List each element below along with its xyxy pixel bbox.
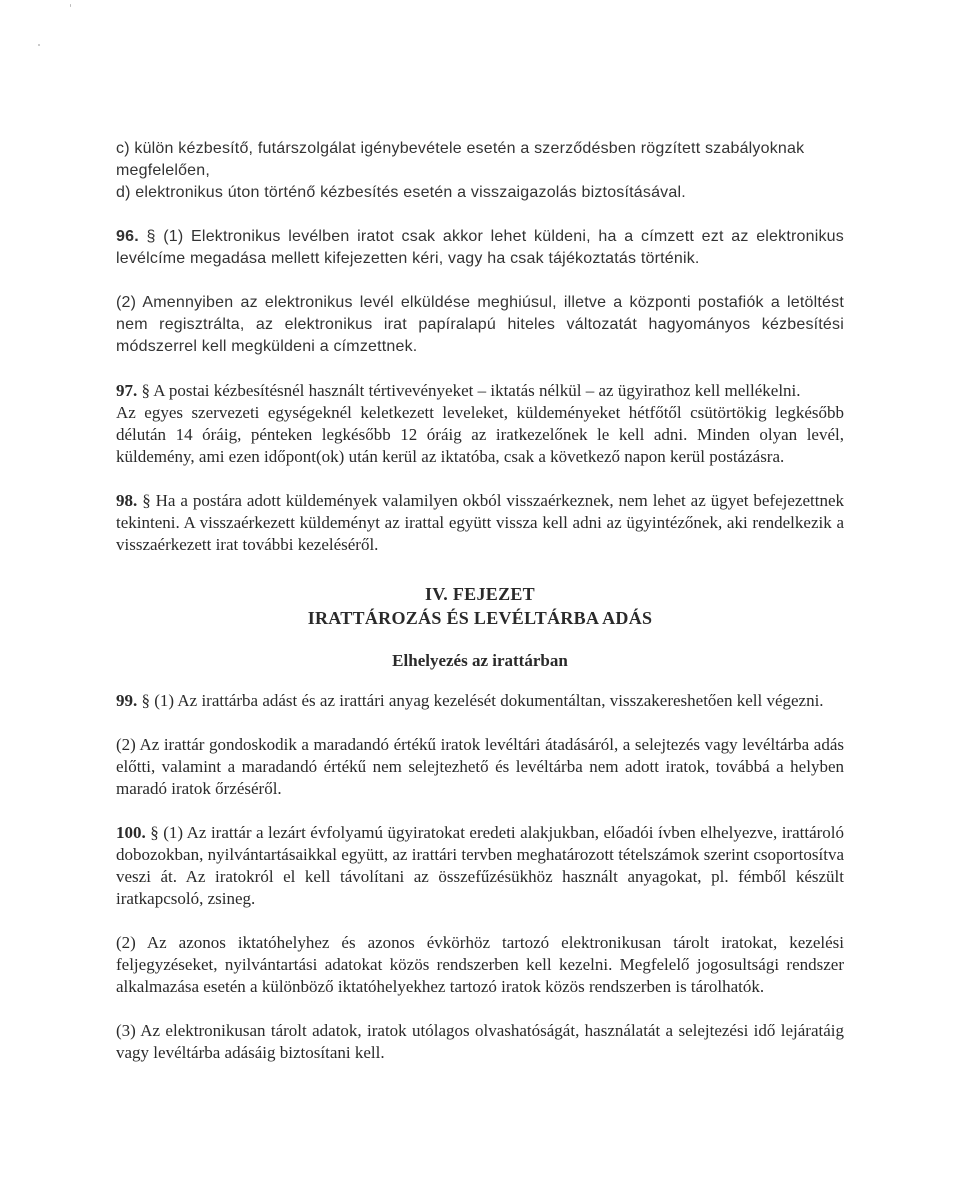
section-99-number: 99. bbox=[116, 691, 138, 710]
chapter-heading bbox=[116, 582, 844, 630]
scan-speck bbox=[38, 44, 40, 46]
section-100-text-1: § (1) Az irattár a lezárt évfolyamú ügyiratokat eredeti alakjukban, előadói ívben elhelyezve, irattároló dobozokban, nyilvántartásaikkal együtt, az irattári tervben meghatározott tételszámok szerint csoportosítva veszi át. Az iratokról el kell távolítani az összefűzésükhöz használt anyagokat, pl. fémből készült iratkapcsoló, zsineg. bbox=[116, 823, 845, 908]
section-98-number: 98. bbox=[116, 491, 138, 510]
section-96-text-1: § (1) Elektronikus levélben iratot csak akkor lehet küldeni, ha a címzett ezt az elektronikus levélcíme megadása mellett kifejezetten kéri, vagy ha csak tájékoztatás történik. bbox=[116, 228, 844, 267]
section-96-number: 96. bbox=[116, 228, 139, 245]
section-99-paragraph-1 bbox=[116, 690, 844, 712]
section-heading: Elhelyezés az irattárban bbox=[392, 651, 568, 670]
section-100-paragraph-2: (2) Az azonos iktatóhelyhez és azonos évkörhöz tartozó elektronikusan tárolt iratokat, kezelési feljegyzéseket, nyilvántartási adatokat közös rendszerben kell kezelni. Megfelelő jogosultsági rendszer alkalmazása esetén a különböző iktatóhelyekhez tartozó iratok közös rendszerben is tárolhatók. bbox=[116, 933, 844, 996]
section-96-paragraph-1 bbox=[116, 226, 844, 270]
section-99-paragraph-2: (2) Az irattár gondoskodik a maradandó értékű iratok levéltári átadásáról, a selejtezés vagy levéltárba adás előtti, valamint a maradandó értékű nem selejtezhető és levéltárba nem adott iratok, továbbá a helyben maradó iratok őrzéséről. bbox=[116, 735, 844, 798]
section-97-text-1: § A postai kézbesítésnél használt tértivevényeket – iktatás nélkül – az ügyirathoz kell mellékelni. bbox=[141, 381, 801, 400]
scan-speck bbox=[70, 4, 71, 7]
section-98-paragraph-1 bbox=[116, 490, 844, 556]
section-97-paragraph-1 bbox=[116, 380, 844, 402]
list-item-c: c) külön kézbesítő, futárszolgálat igénybevétele esetén a szerződésben rögzített szabályoknak megfelelően, bbox=[116, 140, 805, 179]
section-100-paragraph-3: (3) Az elektronikusan tárolt adatok, iratok utólagos olvashatóságát, használatát a selejtezési idő lejáratáig vagy levéltárba adásáig biztosítani kell. bbox=[116, 1021, 844, 1062]
chapter-number: IV. FEJEZET bbox=[424, 584, 535, 604]
section-97-number: 97. bbox=[116, 381, 138, 400]
chapter-title: IRATTÁROZÁS ÉS LEVÉLTÁRBA ADÁS bbox=[307, 608, 653, 628]
document-page bbox=[116, 138, 844, 1064]
list-item-d: d) elektronikus úton történő kézbesítés esetén a visszaigazolás biztosításával. bbox=[116, 184, 686, 201]
section-99-text-1: § (1) Az irattárba adást és az irattári anyag kezelését dokumentáltan, visszakereshetően kell végezni. bbox=[141, 691, 824, 710]
section-100-paragraph-1 bbox=[116, 822, 844, 910]
section-97-paragraph-2: Az egyes szervezeti egységeknél keletkezett leveleket, küldeményeket hétfőtől csütörtökig legkésőbb délután 14 óráig, pénteken legkésőbb 12 óráig az iratkezelőnek le kell adni. Minden olyan levél, küldemény, ami ezen időpont(ok) után kerül az iktatóba, csak a következő napon kerül postázásra. bbox=[116, 403, 844, 466]
intro-list bbox=[116, 138, 844, 204]
section-96-paragraph-2: (2) Amennyiben az elektronikus levél elküldése meghiúsul, illetve a központi postafiók a letöltést nem regisztrálta, az elektronikus irat papíralapú hiteles változatát hagyományos kézbesítési módszerrel kell megküldeni a címzettnek. bbox=[116, 294, 844, 355]
section-100-number: 100. bbox=[116, 823, 146, 842]
section-98-text-1: § Ha a postára adott küldemények valamilyen okból visszaérkeznek, nem lehet az ügyet befejezettnek tekinteni. A visszaérkezett küldeményt az irattal együtt vissza kell adni az ügyintézőnek, aki rendelkezik a visszaérkezett irat további kezeléséről. bbox=[116, 491, 844, 554]
